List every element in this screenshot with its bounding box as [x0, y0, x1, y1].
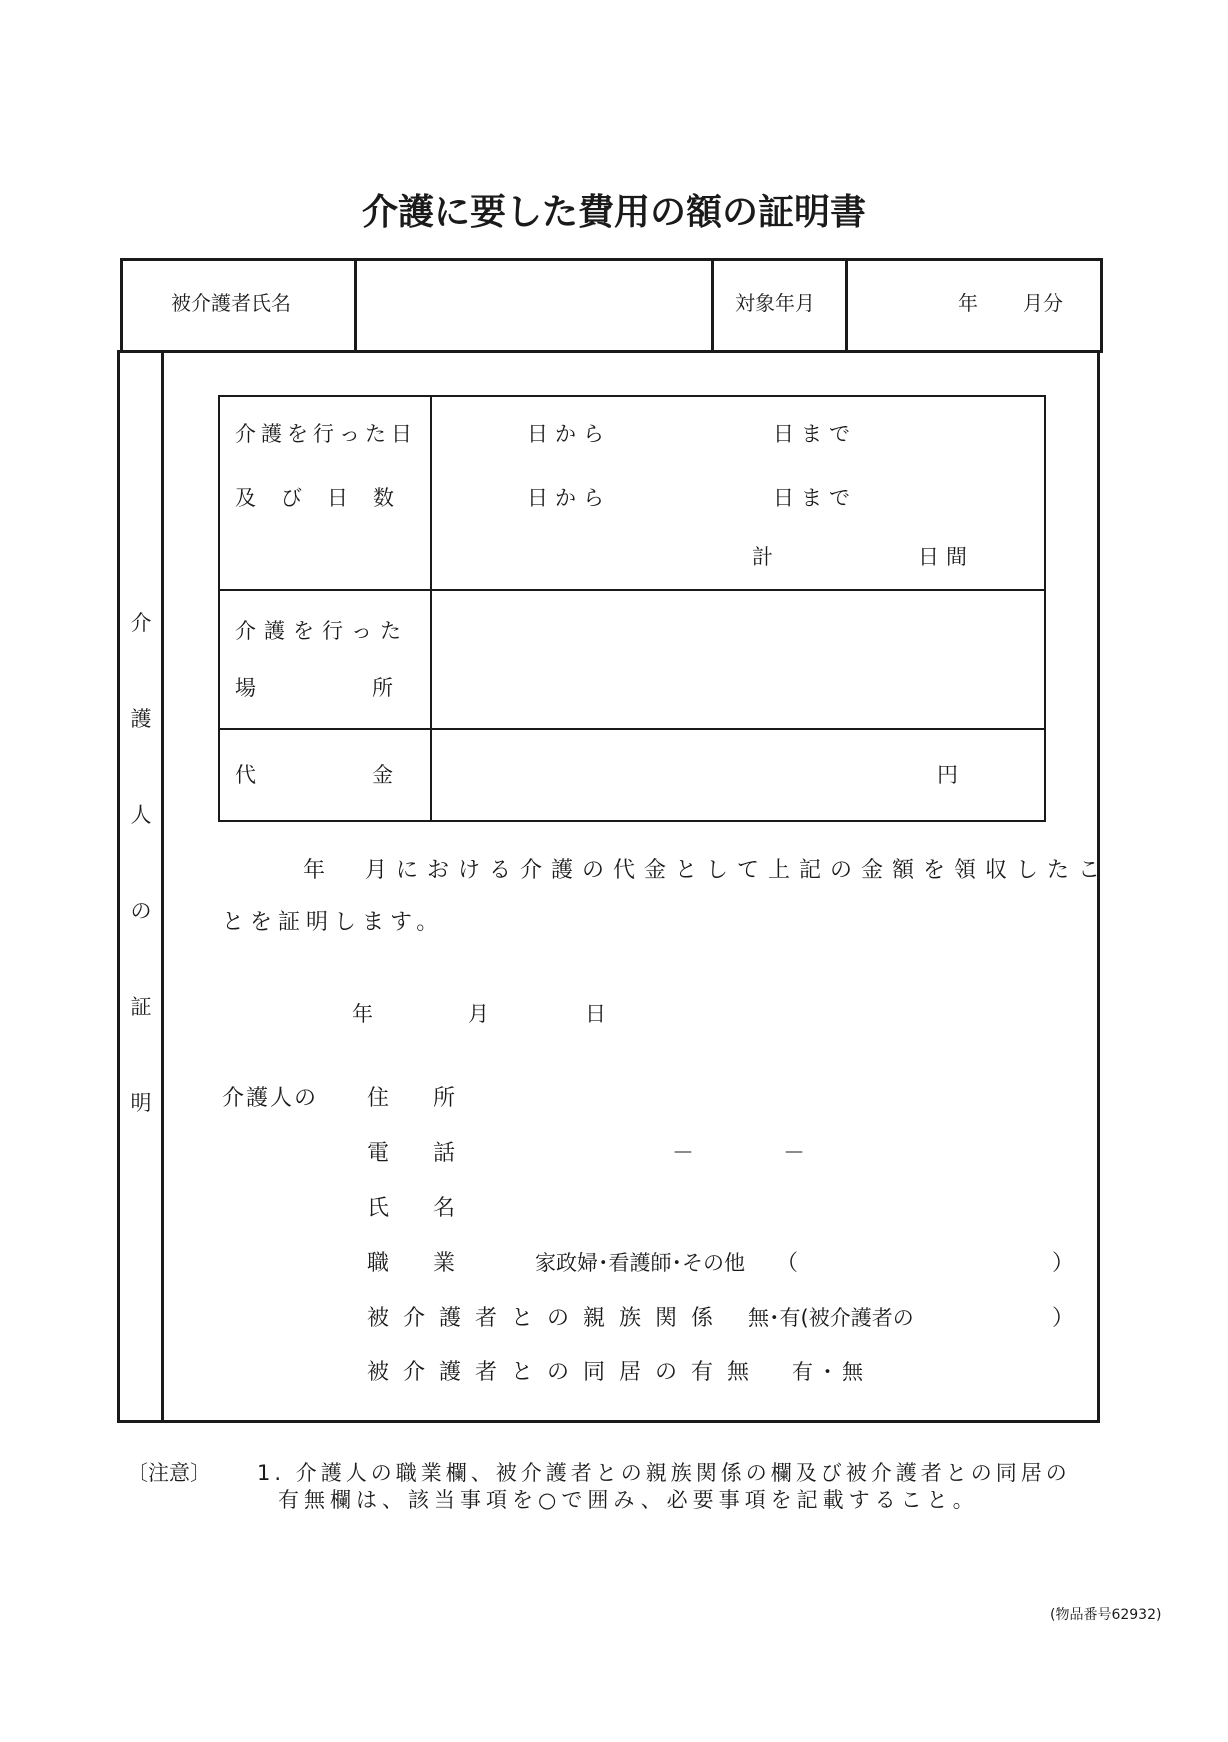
place-label-line2: 場所	[235, 676, 509, 700]
patient-name-field[interactable]	[358, 262, 708, 348]
caregiver-name-field[interactable]	[480, 1190, 1080, 1228]
phone-dash: －	[783, 1141, 806, 1166]
place-label-line1: 介護を行った	[235, 619, 409, 643]
fee-label: 代金	[235, 763, 509, 787]
days-total-label: 計	[752, 545, 773, 569]
side-label-char: 人	[130, 803, 152, 827]
cohabit-label: 被介護者との同居の有無	[367, 1360, 764, 1385]
days-from-1: 日から	[527, 422, 611, 446]
side-label-char: の	[130, 899, 152, 923]
caregiver-phone-field[interactable]	[480, 1135, 1080, 1173]
cert-date-month: 月	[468, 1002, 489, 1026]
caregiver-address-label: 住 所	[367, 1086, 456, 1111]
target-month-label: 対象年月	[735, 291, 815, 315]
cert-date-year: 年	[352, 1002, 373, 1026]
relation-close-paren: ）	[1052, 1306, 1075, 1331]
caregiver-name-label: 氏 名	[367, 1196, 456, 1221]
days-label-line1: 介護を行った日	[235, 422, 417, 446]
occupation-open-paren: （	[776, 1251, 799, 1276]
note-label: 〔注意〕	[127, 1461, 211, 1485]
target-year-unit: 年	[958, 291, 978, 315]
caregiver-prefix: 介護人の	[222, 1086, 319, 1111]
fee-unit: 円	[937, 763, 958, 787]
target-month-unit: 月分	[1023, 291, 1063, 315]
document-title: 介護に要した費用の額の証明書	[361, 191, 866, 233]
occupation-close-paren: ）	[1052, 1251, 1075, 1276]
patient-name-label: 被介護者氏名	[171, 291, 291, 315]
cert-date-day: 日	[585, 1002, 606, 1026]
side-label-char: 介	[130, 611, 152, 635]
note-item-line2: 有無欄は、該当事項を○で囲み、必要事項を記載すること。	[278, 1488, 979, 1512]
occupation-other-field[interactable]	[810, 1245, 1050, 1283]
days-from-2: 日から	[527, 486, 611, 510]
care-days-field[interactable]	[434, 399, 1042, 587]
side-label-char: 護	[130, 707, 152, 731]
days-label-line2: 及び日数	[235, 486, 419, 510]
days-until-1: 日まで	[773, 422, 857, 446]
relation-detail-field[interactable]	[930, 1300, 1050, 1338]
relation-label: 被介護者との親族関係	[367, 1306, 728, 1331]
phone-dash: －	[672, 1141, 695, 1166]
occupation-options[interactable]: 家政婦･看護師･その他	[535, 1251, 745, 1275]
note-item-line1: 1. 介護人の職業欄、被介護者との親族関係の欄及び被介護者との同居の	[257, 1461, 1071, 1485]
caregiver-phone-label: 電 話	[367, 1141, 456, 1166]
days-total-unit: 日間	[918, 545, 974, 569]
caregiver-address-field[interactable]	[480, 1080, 1080, 1118]
certification-line2: とを証明します。	[222, 910, 445, 935]
item-number: (物品番号62932)	[1050, 1607, 1162, 1623]
relation-options[interactable]: 無･有(被介護者の	[748, 1306, 914, 1330]
days-until-2: 日まで	[773, 486, 857, 510]
fee-amount-field[interactable]	[434, 732, 934, 818]
side-label-char: 明	[130, 1091, 152, 1115]
caregiver-occupation-label: 職 業	[367, 1251, 456, 1276]
care-place-field[interactable]	[434, 593, 1042, 726]
side-label-char: 証	[130, 995, 152, 1019]
cohabit-options[interactable]: 有・無	[792, 1360, 867, 1384]
certification-line1: 年 月における介護の代金として上記の金額を領収したこ	[303, 858, 1110, 883]
